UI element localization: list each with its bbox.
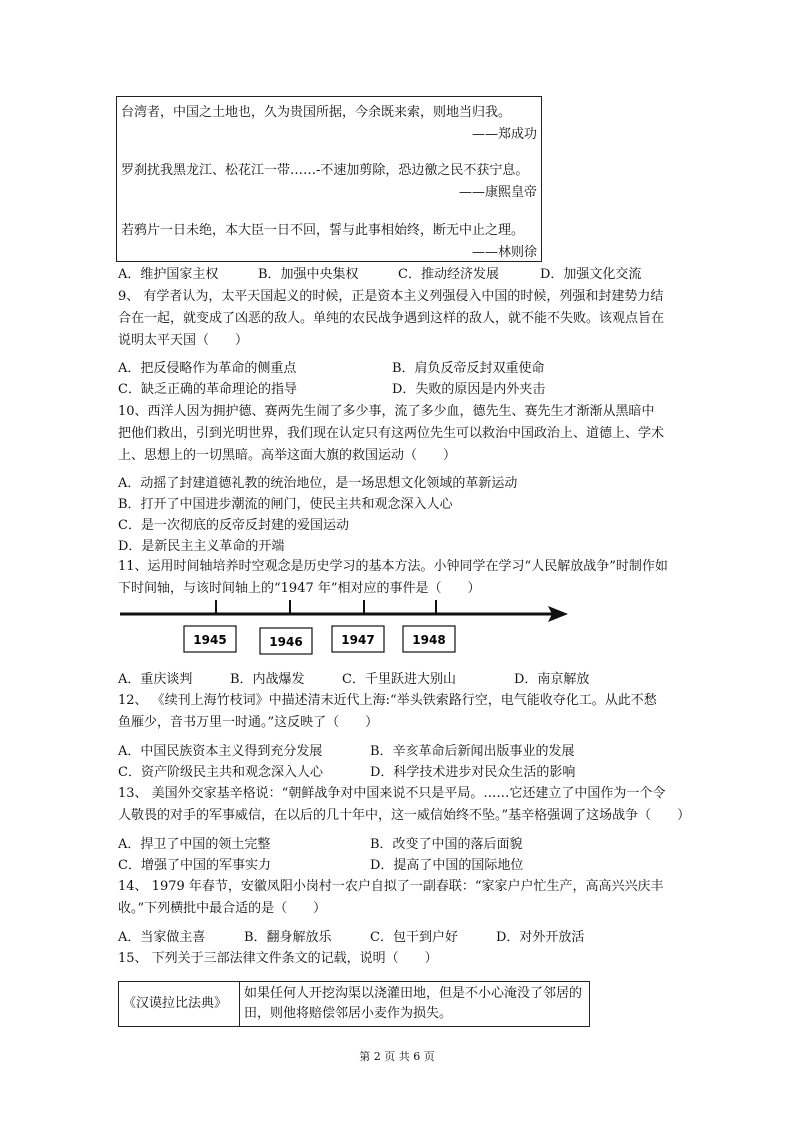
- option-c[interactable]: C．千里跃进大别山: [342, 672, 456, 687]
- year-label: 1948: [412, 633, 446, 647]
- option-b[interactable]: B．打开了中国进步潮流的闸门，使民主共和观念深入人心: [118, 497, 453, 512]
- law-table: [118, 981, 590, 1027]
- question-text: 下时间轴，与该时间轴上的“1947 年”相对应的事件是（ ）: [118, 581, 481, 596]
- question-text: 收。”下列横批中最合适的是（ ）: [118, 901, 327, 916]
- question-text: 上、思想上的一切黑暗。高举这面大旗的救国运动（ ）: [118, 448, 457, 463]
- page-number: 第 2 页 共 6 页: [359, 1050, 435, 1063]
- timeline: [118, 598, 578, 660]
- quote-text: 罗刹扰我黑龙江、松花江一带……-不速加剪除，恐边徼之民不获宁息。: [121, 163, 529, 178]
- question-text: 鱼雁少，音书万里一时通。”这反映了（ ）: [118, 715, 379, 730]
- quote-source: ——郑成功: [471, 127, 537, 142]
- option-c[interactable]: C．缺乏正确的革命理论的指导: [118, 382, 297, 397]
- question-text: 15、 下列关于三部法律文件条文的记载，说明（ ）: [118, 951, 438, 966]
- option-d[interactable]: D．科学技术进步对民众生活的影响: [370, 765, 576, 780]
- option-c[interactable]: C．推动经济发展: [398, 267, 499, 282]
- question-text: 说明太平天国（ ）: [118, 333, 249, 348]
- law-text: 如果任何人开挖沟渠以浇灌田地，但是不小心淹没了邻居的田，则他将赔偿邻居小麦作为损失。: [240, 982, 590, 1027]
- option-c[interactable]: C．增强了中国的军事实力: [118, 858, 271, 873]
- option-a[interactable]: A．捍卫了中国的领土完整: [118, 837, 271, 852]
- option-a[interactable]: A．重庆谈判: [118, 672, 193, 687]
- option-d[interactable]: D．提高了中国的国际地位: [370, 858, 524, 873]
- question-text: 人敬畏的对手的军事威信，在以后的几十年中，这一威信始终不坠。”基辛格强调了这场战争（ ）: [118, 808, 691, 823]
- question-text: 13、 美国外交家基辛格说：“朝鲜战争对中国来说不只是平局。……它还建立了中国作为一个令: [118, 786, 666, 801]
- option-d[interactable]: D．是新民主主义革命的开端: [118, 539, 285, 554]
- option-a[interactable]: A．动摇了封建道德礼教的统治地位，是一场思想文化领域的革新运动: [118, 476, 518, 491]
- option-b[interactable]: B．肩负反帝反封双重使命: [392, 361, 545, 376]
- year-label: 1945: [193, 633, 227, 647]
- option-d[interactable]: D．失败的原因是内外夹击: [392, 382, 546, 397]
- quote-text: 若鸦片一日未绝，本大臣一日不回，誓与此事相始终，断无中止之理。: [121, 223, 525, 238]
- question-text: 12、 《续刊上海竹枝词》中描述清末近代上海:“举头铁索路行空，电气能收夺化工。从此不愁: [118, 693, 657, 708]
- option-c[interactable]: C．资产阶级民主共和观念深入人心: [118, 765, 323, 780]
- year-label: 1947: [341, 633, 375, 647]
- question-text: 11、运用时间轴培养时空观念是历史学习的基本方法。小钟同学在学习“人民解放战争”时制作如: [118, 559, 668, 574]
- question-text: 14、 1979 年春节，安徽凤阳小岗村一农户自拟了一副春联：“家家户户忙生产，高高兴兴庆丰: [118, 879, 664, 894]
- option-c[interactable]: C．包干到户好: [370, 930, 458, 945]
- option-a[interactable]: A．中国民族资本主义得到充分发展: [118, 744, 323, 759]
- table-row: [119, 982, 590, 1027]
- option-b[interactable]: B．辛亥革命后新闻出版事业的发展: [370, 744, 575, 759]
- option-d[interactable]: D．南京解放: [514, 672, 590, 687]
- question-text: 9、 有学者认为，太平天国起义的时候，正是资本主义列强侵入中国的时候，列强和封建势力结: [118, 289, 664, 304]
- question-text: 把他们救出，引到光明世界，我们现在认定只有这两位先生可以救治中国政治上、道德上、学术: [118, 426, 665, 441]
- option-d[interactable]: D．加强文化交流: [540, 267, 642, 282]
- question-text: 10、西洋人因为拥护德、赛两先生闹了多少事，流了多少血，德先生、赛先生才渐渐从黑暗中: [118, 404, 655, 419]
- option-b[interactable]: B．加强中央集权: [258, 267, 359, 282]
- quote-source: ——康熙皇帝: [458, 185, 537, 200]
- option-d[interactable]: D．对外开放活: [496, 930, 585, 945]
- option-b[interactable]: B．改变了中国的落后面貌: [370, 837, 523, 852]
- option-a[interactable]: A．把反侵略作为革命的侧重点: [118, 361, 297, 376]
- option-a[interactable]: A．维护国家主权: [118, 267, 219, 282]
- quote-source: ——林则徐: [471, 245, 537, 260]
- year-label: 1946: [269, 635, 303, 649]
- question-text: 合在一起，就变成了凶恶的敌人。单纯的农民战争遇到这样的敌人，就不能不失败。该观点旨在: [118, 311, 665, 326]
- option-b[interactable]: B．内战爆发: [230, 672, 305, 687]
- law-name: 《汉谟拉比法典》: [119, 982, 240, 1027]
- option-b[interactable]: B．翻身解放乐: [244, 930, 332, 945]
- quote-text: 台湾者，中国之土地也，久为贵国所据，今余既来索，则地当归我。: [121, 105, 512, 120]
- option-c[interactable]: C．是一次彻底的反帝反封建的爱国运动: [118, 518, 349, 533]
- quote-box: [116, 96, 542, 262]
- option-a[interactable]: A．当家做主喜: [118, 930, 206, 945]
